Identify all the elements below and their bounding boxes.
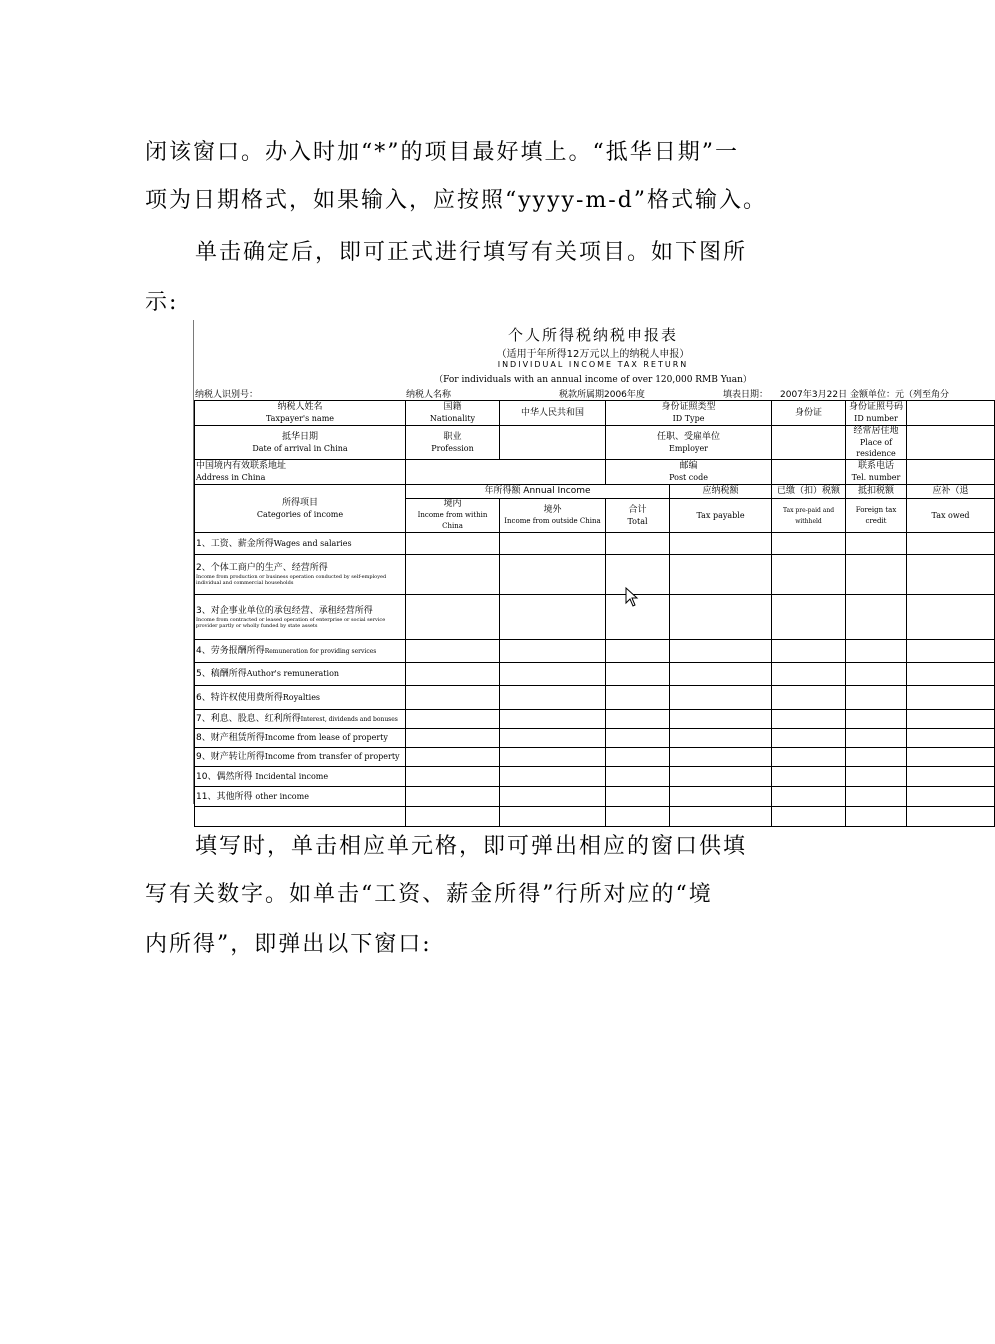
employer-label-cell <box>606 426 772 460</box>
residence-label-cn: 经常居住地 <box>853 426 899 436</box>
table-row <box>195 767 995 787</box>
tax-credit-cell[interactable] <box>846 729 907 748</box>
income-category-label: 4、劳务报酬所得Remuneration for providing services <box>195 640 406 663</box>
idno-label-cell <box>846 401 907 426</box>
income-total-cell[interactable] <box>606 710 670 729</box>
paragraph-line-5: 填写时，单击相应单元格，即可弹出相应的窗口供填 <box>195 834 748 859</box>
employer-label-en: Employer <box>669 443 708 453</box>
profession-value-cell[interactable] <box>500 426 606 460</box>
income-outside-cell[interactable] <box>500 787 606 807</box>
income-category-label: 11、其他所得 other income <box>195 787 406 807</box>
tax-prepaid-cell[interactable] <box>772 663 846 686</box>
within-china-header <box>406 499 500 533</box>
income-category-label: 5、稿酬所得Author's remuneration <box>195 663 406 686</box>
info-row-1 <box>195 401 995 426</box>
idtype-value-cell[interactable]: 身份证 <box>772 401 846 426</box>
table-row <box>195 710 995 729</box>
taxpayer-id-label: 纳税人识别号： <box>195 390 259 400</box>
income-total-cell[interactable] <box>606 767 670 787</box>
income-total-cell[interactable] <box>606 686 670 710</box>
tax-owed-cell[interactable] <box>907 767 995 787</box>
tax-credit-cell[interactable] <box>846 787 907 807</box>
categories-header-cn: 所得项目 <box>281 497 318 508</box>
tax-return-table <box>194 400 995 827</box>
table-row <box>195 686 995 710</box>
income-outside-cell[interactable] <box>500 595 606 640</box>
tax-owed-cell[interactable] <box>907 787 995 807</box>
income-outside-cell[interactable] <box>500 555 606 595</box>
tax-payable-cell[interactable] <box>670 748 772 767</box>
address-label-cn: 中国境内有效联系地址 <box>196 461 287 471</box>
table-row <box>195 663 995 686</box>
name-label-cell <box>195 401 406 426</box>
tax-owed-header-en <box>907 499 995 533</box>
tax-prepaid-cell[interactable] <box>772 767 846 787</box>
income-outside-cell[interactable] <box>500 729 606 748</box>
tax-prepaid-cell[interactable] <box>772 729 846 748</box>
income-within-cell[interactable] <box>406 710 500 729</box>
tel-value-cell[interactable] <box>907 460 995 485</box>
tax-owed-cell[interactable] <box>907 555 995 595</box>
income-outside-cell[interactable] <box>500 686 606 710</box>
idno-value-cell[interactable] <box>907 401 995 426</box>
fill-date-label: 填表日期： <box>723 390 769 400</box>
address-label-en: Address in China <box>196 473 266 482</box>
income-total-cell[interactable] <box>606 787 670 807</box>
income-category-label: 8、财产租赁所得Income from lease of property <box>195 729 406 748</box>
idtype-label-cn: 身份证照类型 <box>661 402 716 412</box>
tax-owed-cell[interactable] <box>907 595 995 640</box>
tax-prepaid-cell[interactable] <box>772 748 846 767</box>
tax-owed-en: Tax owed <box>931 511 970 520</box>
total-header <box>606 499 670 533</box>
nationality-label-cn: 国籍 <box>443 402 462 412</box>
income-total-cell[interactable] <box>606 663 670 686</box>
tax-owed-cell[interactable] <box>907 533 995 555</box>
table-row-partial <box>195 807 995 827</box>
tax-owed-cell[interactable] <box>907 729 995 748</box>
form-subtitle-cn: （适用于年所得12万元以上的纳税人申报） <box>496 349 690 360</box>
nationality-label-en: Nationality <box>429 414 476 423</box>
outside-china-header <box>500 499 606 533</box>
income-within-cell[interactable] <box>406 533 500 555</box>
profession-label-en: Profession <box>431 443 474 453</box>
employer-label-cn: 任职、受雇单位 <box>657 431 721 442</box>
income-within-cell[interactable] <box>406 640 500 663</box>
tax-prepaid-header-en <box>772 499 846 533</box>
tax-payable-cell[interactable] <box>670 767 772 787</box>
income-total-cell[interactable] <box>606 729 670 748</box>
income-total-cell[interactable] <box>606 748 670 767</box>
tax-payable-cell[interactable] <box>670 555 772 595</box>
name-label-en: Taxpayer's name <box>265 414 335 423</box>
tax-prepaid-cell[interactable] <box>772 555 846 595</box>
info-row-3 <box>195 460 995 485</box>
form-title: 个人所得税纳税申报表 <box>507 326 678 344</box>
income-outside-cell[interactable] <box>500 767 606 787</box>
tax-credit-cell[interactable] <box>846 533 907 555</box>
income-within-cell[interactable] <box>406 663 500 686</box>
tax-payable-cell[interactable] <box>670 595 772 640</box>
income-within-cell[interactable] <box>406 555 500 595</box>
paragraph-line-7: 内所得”，即弹出以下窗口: <box>145 932 432 957</box>
arrival-label-cell <box>195 426 406 460</box>
income-outside-cell[interactable] <box>500 748 606 767</box>
paragraph-line-3: 单击确定后，即可正式进行填写有关项目。如下图所 <box>195 240 748 265</box>
paragraph-line-6: 写有关数字。如单击“工资、薪金所得”行所对应的“境 <box>145 882 713 907</box>
paragraph-line-2: 项为日期格式，如果输入，应按照“yyyy-m-d”格式输入。 <box>145 188 768 213</box>
tax-payable-en: Tax payable <box>696 511 745 520</box>
tax-payable-cell[interactable] <box>670 533 772 555</box>
residence-label-cell <box>846 426 907 460</box>
tax-owed-cell[interactable] <box>907 748 995 767</box>
income-total-cell[interactable] <box>606 640 670 663</box>
within-china-cn: 境内 <box>443 499 462 509</box>
arrival-label-en: Date of arrival in China <box>252 443 348 453</box>
idno-label-cn: 身份证照号码 <box>849 402 904 412</box>
residence-value-cell[interactable] <box>907 426 995 460</box>
postcode-label-cn: 邮编 <box>679 461 698 471</box>
taxpayer-name-label: 纳税人名称 <box>406 390 452 400</box>
tax-payable-cell[interactable] <box>670 729 772 748</box>
tax-prepaid-cell[interactable] <box>772 640 846 663</box>
mouse-cursor-icon <box>625 587 639 609</box>
fill-date-value: 2007年3月22日 金额单位：元（列至角分 <box>780 390 949 400</box>
income-outside-cell[interactable] <box>500 533 606 555</box>
income-category-label: 6、特许权使用费所得Royalties <box>195 686 406 710</box>
table-row <box>195 748 995 767</box>
tax-owed-header-cn: 应补（退 <box>907 485 995 499</box>
tax-payable-cell[interactable] <box>670 686 772 710</box>
outside-china-cn: 境外 <box>543 504 562 515</box>
tax-prepaid-cell[interactable] <box>772 595 846 640</box>
income-within-cell[interactable] <box>406 767 500 787</box>
tax-credit-en: Foreign tax credit <box>855 505 897 525</box>
total-header-en: Total <box>627 516 648 526</box>
tax-credit-header-en <box>846 499 907 533</box>
tax-owed-cell[interactable] <box>907 663 995 686</box>
tax-credit-cell[interactable] <box>846 595 907 640</box>
tax-payable-cell[interactable] <box>670 640 772 663</box>
arrival-label-cn: 抵华日期 <box>281 431 318 442</box>
tax-payable-cell[interactable] <box>670 663 772 686</box>
tax-owed-cell[interactable] <box>907 640 995 663</box>
table-row <box>195 533 995 555</box>
income-within-cell[interactable] <box>406 748 500 767</box>
within-china-en: Income from within China <box>417 511 488 530</box>
tax-payable-cell[interactable] <box>670 787 772 807</box>
income-within-cell[interactable] <box>406 595 500 640</box>
tel-label-cell <box>846 460 907 485</box>
tax-prepaid-cell[interactable] <box>772 533 846 555</box>
income-outside-cell[interactable] <box>500 710 606 729</box>
residence-label-en: Place of residence <box>856 438 896 458</box>
categories-header <box>195 485 406 533</box>
nationality-value-cell[interactable]: 中华人民共和国 <box>500 401 606 426</box>
tax-credit-header-cn: 抵扣税额 <box>846 485 907 499</box>
income-outside-cell[interactable] <box>500 640 606 663</box>
address-label-cell <box>195 460 406 485</box>
idno-label-en: ID number <box>854 414 898 423</box>
postcode-label-en: Post code <box>669 473 708 482</box>
outside-china-en: Income from outside China <box>504 516 601 525</box>
nationality-label-cell <box>406 401 500 426</box>
tax-credit-cell[interactable] <box>846 663 907 686</box>
income-category-label: 9、财产转让所得Income from transfer of property <box>195 748 406 767</box>
tax-owed-cell[interactable] <box>907 686 995 710</box>
address-value-cell[interactable] <box>406 460 606 485</box>
tax-credit-cell[interactable] <box>846 748 907 767</box>
income-within-cell[interactable] <box>406 686 500 710</box>
income-header-row-1 <box>195 485 995 499</box>
profession-label-cn: 职业 <box>443 431 462 442</box>
form-subtitle-en2: （For individuals with an annual income of over 120,000 RMB Yuan） <box>434 375 752 385</box>
income-category-label: 3、对企事业单位的承包经营、承租经营所得 Income from contracted or leased operation of enterprise or social service provider partly or wholly funded by state assets <box>195 595 406 640</box>
info-row-2 <box>195 426 995 460</box>
annual-income-header: 年所得额 Annual Income <box>406 485 670 499</box>
income-category-label: 10、偶然所得 Incidental income <box>195 767 406 787</box>
tax-prepaid-header-cn: 已缴（扣）税额 <box>772 485 846 499</box>
tax-credit-cell[interactable] <box>846 686 907 710</box>
postcode-label-cell <box>606 460 772 485</box>
idtype-label-cell <box>606 401 772 426</box>
tax-prepaid-en: Tax pre-paid and withheld <box>782 506 835 525</box>
tax-credit-cell[interactable] <box>846 767 907 787</box>
employer-value-cell[interactable] <box>772 426 846 460</box>
table-row <box>195 787 995 807</box>
tel-label-en: Tel. number <box>851 473 901 482</box>
categories-header-en: Categories of income <box>256 509 344 519</box>
tax-payable-header-en <box>670 499 772 533</box>
income-outside-cell[interactable] <box>500 663 606 686</box>
tax-prepaid-cell[interactable] <box>772 787 846 807</box>
tax-prepaid-cell[interactable] <box>772 686 846 710</box>
table-row <box>195 640 995 663</box>
table-row <box>195 555 995 595</box>
form-subtitle-en: INDIVIDUAL INCOME TAX RETURN <box>497 360 689 369</box>
postcode-value-cell[interactable] <box>772 460 846 485</box>
tax-payable-cell[interactable] <box>670 710 772 729</box>
table-row <box>195 595 995 640</box>
name-label-cn: 纳税人姓名 <box>277 402 323 412</box>
tax-owed-cell[interactable] <box>907 710 995 729</box>
tax-credit-cell[interactable] <box>846 555 907 595</box>
income-total-cell[interactable] <box>606 533 670 555</box>
profession-label-cell <box>406 426 500 460</box>
income-within-cell[interactable] <box>406 787 500 807</box>
tax-prepaid-cell[interactable] <box>772 710 846 729</box>
total-header-cn: 合计 <box>628 504 647 515</box>
tax-return-screenshot <box>193 320 970 804</box>
income-category-label: 2、个体工商户的生产、经营所得 Income from production or business operation conducted by self-employed individual and commercial households <box>195 555 406 595</box>
tax-credit-cell[interactable] <box>846 710 907 729</box>
tax-payable-header-cn: 应纳税额 <box>670 485 772 499</box>
tel-label-cn: 联系电话 <box>858 461 895 471</box>
idtype-label-en: ID Type <box>672 414 705 423</box>
paragraph-line-1: 闭该窗口。办入时加“*”的项目最好填上。“抵华日期”一 <box>145 140 739 165</box>
tax-period: 税款所属期2006年度 <box>559 390 645 400</box>
income-within-cell[interactable] <box>406 729 500 748</box>
paragraph-line-4: 示: <box>145 290 179 315</box>
tax-credit-cell[interactable] <box>846 640 907 663</box>
income-category-label: 1、工资、薪金所得Wages and salaries <box>195 533 406 555</box>
table-row <box>195 729 995 748</box>
income-category-label: 7、利息、股息、红利所得Interest, dividends and bonuses <box>195 710 406 729</box>
